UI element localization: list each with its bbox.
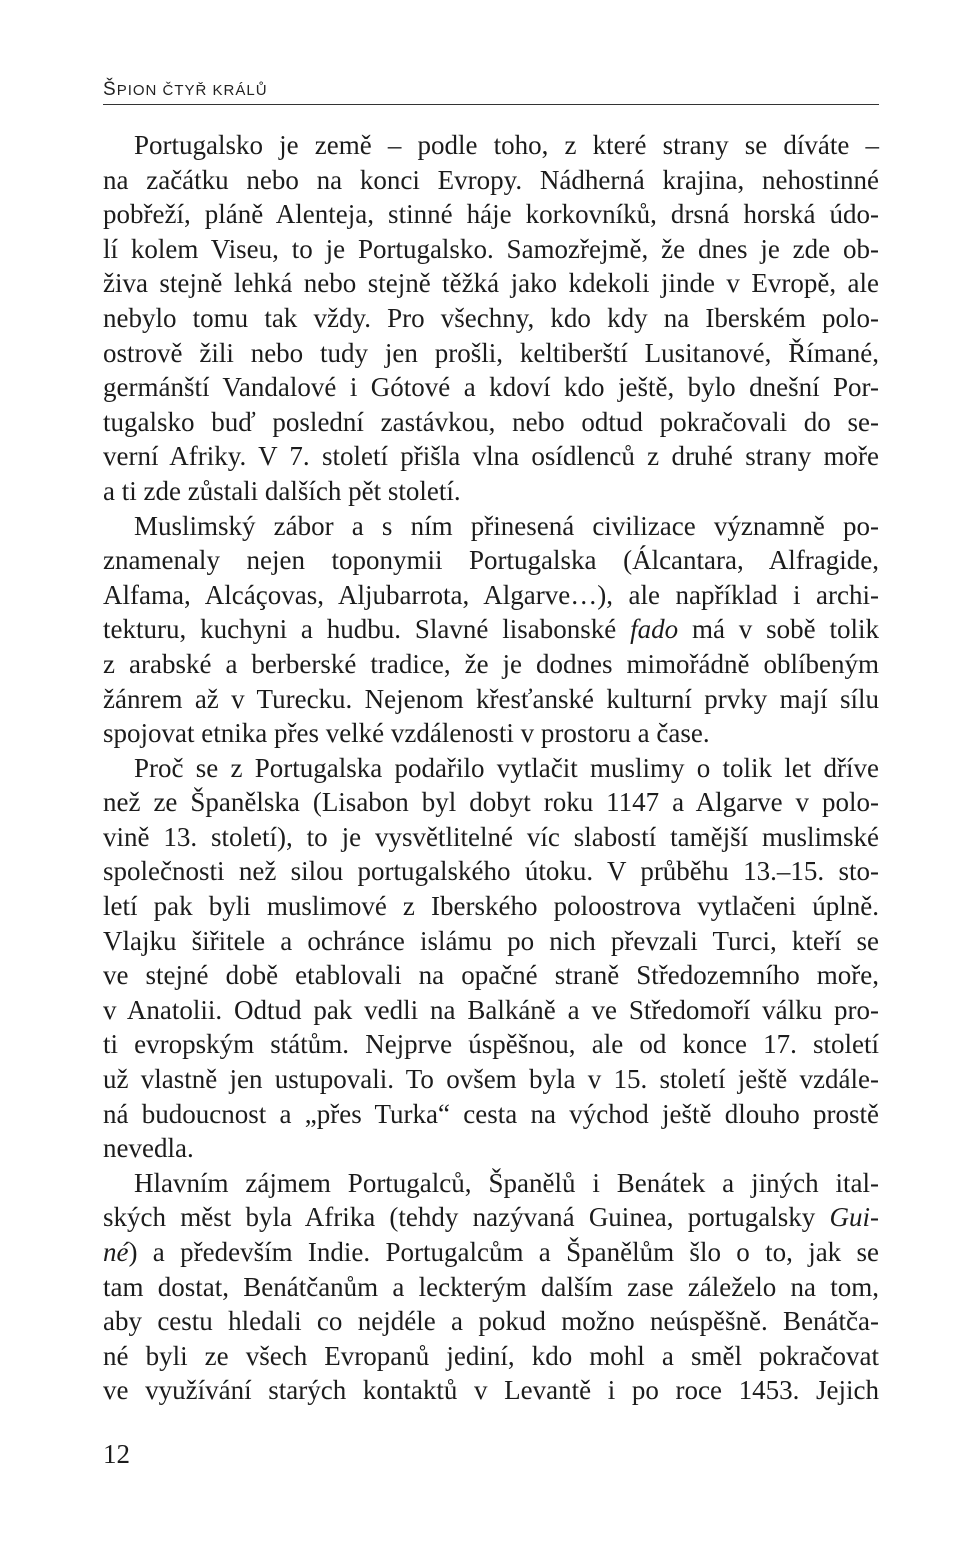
text-line: Hlavním zájmem Portugalců, Španělů i Benátek a jiných ital- (134, 1167, 879, 1198)
text-line: aby cestu hledali co nejdéle a pokud možno neúspěšně. Benátča- (103, 1306, 879, 1337)
text-line: pobřeží, pláně Alenteja, stinné háje korkovníků, drsná horská údo- (103, 199, 879, 230)
text-line: ti evropským státům. Nejprve úspěšnou, ale od konce 17. století (103, 1029, 879, 1060)
header-rule (103, 104, 879, 105)
running-head-title: PION ČTYŘ KRÁLŮ (116, 82, 268, 99)
paragraph-2 (103, 509, 879, 751)
text-line: ve stejné době etablovali na opačné straně Středozemního moře, (103, 960, 879, 991)
text-line: společnosti než silou portugalského útoku. V průběhu 13.–15. sto- (103, 856, 879, 887)
text-line: ve využívání starých kontaktů v Levantě i po roce 1453. Jejich (103, 1375, 879, 1406)
italic-term: Gui- (829, 1202, 879, 1233)
paragraph-3 (103, 751, 879, 1166)
running-head-initial: Š (103, 79, 117, 100)
italic-term: fado (630, 614, 679, 645)
text-line (103, 1235, 879, 1270)
italic-term: né (103, 1237, 129, 1267)
text-line: vině 13. století), to je vysvětlitelné víc slabostí tamější muslimské (103, 821, 879, 852)
text-line: Portugalsko je země – podle toho, z které strany se díváte – (134, 130, 879, 160)
text-segment: ských měst byla Afrika (tehdy nazývaná Guinea, portugalsky (103, 1202, 830, 1233)
text-line: už vlastně jen ustupovali. To ovšem byla v 15. století ještě vzdále- (103, 1064, 879, 1095)
text-line: nebylo tomu tak vždy. Pro všechny, kdo kdy na Iberském polo- (103, 302, 879, 333)
paragraph-1 (103, 128, 879, 509)
text-segment: tekturu, kuchyni a hudbu. Slavné lisabonské (103, 614, 631, 645)
paragraph-4 (103, 1166, 879, 1408)
body-text (103, 128, 879, 1408)
text-line: germánští Vandalové i Gótové a kdoví kdo ještě, bylo dnešní Por- (103, 372, 879, 403)
page-number: 12 (103, 1439, 130, 1469)
text-line: ná budoucnost a „přes Turka“ cesta na východ ještě dlouho prostě (103, 1098, 879, 1129)
text-line (103, 1200, 879, 1235)
text-line: z arabské a berberské tradice, že je dodnes mimořádně oblíbeným (103, 648, 879, 679)
text-segment: má v sobě tolik (678, 614, 880, 645)
text-line: letí pak byli muslimové z Iberského poloostrova vytlačeni úplně. (103, 891, 879, 922)
text-line: živa stejně lehká nebo stejně těžká jako kdekoli jinde v Evropě, ale (103, 268, 879, 299)
text-line: né byli ze všech Evropanů jediní, kdo mohl a směl pokračovat (103, 1340, 879, 1371)
text-line: verní Afriky. V 7. století přišla vlna osídlenců z druhé strany moře (103, 441, 879, 472)
text-line: Vlajku šiřitele a ochránce islámu po nich převzali Turci, kteří se (103, 925, 879, 956)
text-line (103, 612, 879, 647)
text-line: znamenaly nejen toponymii Portugalska (Álcantara, Alfragide, (103, 545, 879, 576)
text-line: ostrově žili nebo tudy jen prošli, keltiberští Lusitanové, Římané, (103, 337, 879, 368)
text-line: v Anatolii. Odtud pak vedli na Balkáně a ve Středomoří válku pro- (103, 994, 879, 1025)
text-segment: ) a především Indie. Portugalcům a Španělům šlo o to, jak se (128, 1237, 879, 1267)
text-line: tugalsko buď poslední zastávkou, nebo odtud pokračovali do se- (103, 406, 879, 437)
text-line: Muslimský zábor a s ním přinesená civilizace významně po- (134, 510, 879, 541)
text-line: Alfama, Alcáçovas, Aljubarrota, Algarve…), ale například i archi- (103, 579, 879, 610)
text-line: na začátku nebo na konci Evropy. Nádherná krajina, nehostinné (103, 164, 879, 195)
text-line: spojovat etnika přes velké vzdálenosti v prostoru a čase. (103, 718, 710, 749)
text-line: nevedla. (103, 1133, 194, 1164)
text-line: než ze Španělska (Lisabon byl dobyt roku 1147 a Algarve v polo- (103, 787, 879, 818)
text-line: žánrem až v Turecku. Nejenom křesťanské kulturní prvky mají sílu (103, 683, 879, 714)
text-line: lí kolem Viseu, to je Portugalsko. Samozřejmě, že dnes je zde ob- (103, 233, 879, 264)
running-head (103, 79, 268, 101)
text-line: tam dostat, Benátčanům a leckterým dalším zase záleželo na tom, (103, 1271, 879, 1302)
text-line: a ti zde zůstali dalších pět století. (103, 475, 461, 506)
text-line: Proč se z Portugalska podařilo vytlačit muslimy o tolik let dříve (134, 752, 879, 783)
